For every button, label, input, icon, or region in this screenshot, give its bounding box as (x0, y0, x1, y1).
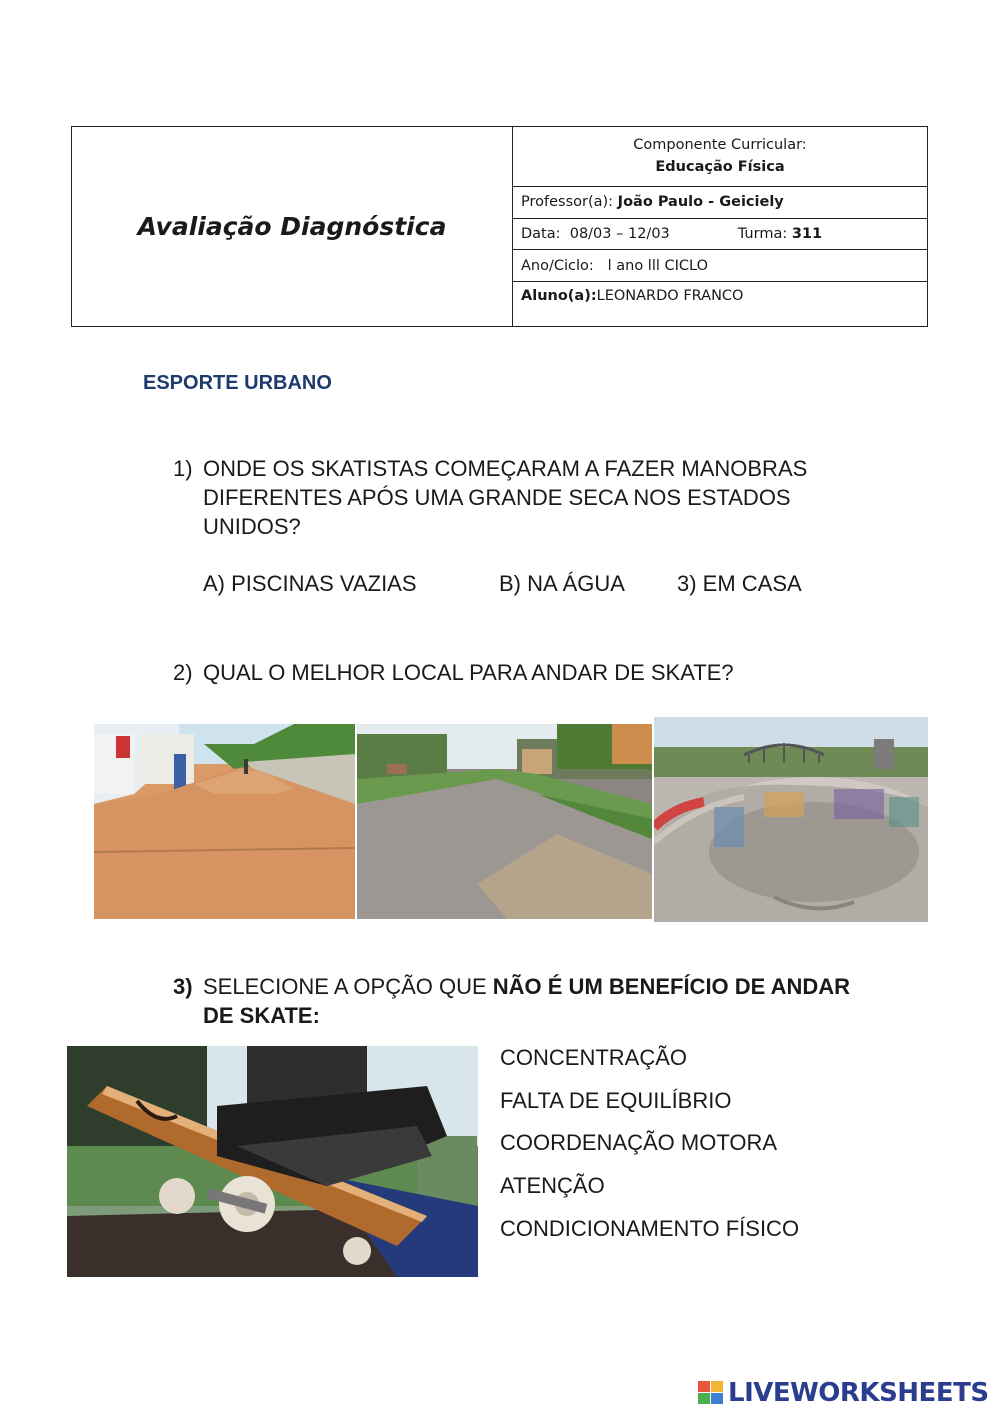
benefit-option[interactable]: FALTA DE EQUILÍBRIO (500, 1087, 732, 1113)
benefit-option[interactable]: COORDENAÇÃO MOTORA (500, 1130, 778, 1156)
gravel-road-photo[interactable] (357, 724, 652, 919)
header-info (513, 127, 927, 326)
page-title: Avaliação Diagnóstica (137, 212, 447, 241)
ano-label: Ano/Ciclo: l ano lll CICLO (521, 257, 708, 274)
aluno-label: Aluno(a): (521, 288, 597, 305)
data-label: Data: 08/03 – 12/03 (521, 225, 670, 242)
q1-option-b[interactable]: B) NA ÁGUA (499, 571, 625, 596)
benefit-option[interactable]: CONCENTRAÇÃO (500, 1045, 688, 1070)
question-text (203, 972, 873, 1030)
question-number: 2) (173, 660, 193, 685)
question-1 (173, 454, 893, 541)
question-text-prefix: SELECIONE A OPÇÃO QUE (203, 974, 493, 999)
skate-park-photo[interactable] (654, 717, 928, 922)
benefit-option[interactable]: CONDICIONAMENTO FÍSICO (500, 1215, 800, 1241)
question-text: ONDE OS SKATISTAS COMEÇARAM A FAZER MANOBRAS DIFERENTES APÓS UMA GRANDE SECA NOS ESTADOS UNIDOS? (203, 456, 808, 539)
ano-row (513, 250, 927, 282)
aluno-value: LEONARDO FRANCO (596, 288, 744, 305)
benefits-list (500, 1044, 799, 1257)
benefit-option[interactable]: ATENÇÃO (500, 1173, 605, 1199)
question-text-bold: NÃO É UM BENEFÍCIO DE ANDAR DE SKATE: (203, 974, 851, 1028)
question-number: 1) (173, 456, 193, 481)
componente-row (513, 127, 927, 187)
turma (738, 226, 822, 242)
professor-row (513, 187, 927, 219)
q1-option-c[interactable]: 3) EM CASA (677, 571, 802, 596)
header-title-cell (72, 127, 513, 326)
header-table (71, 126, 928, 327)
liveworksheets-logo (698, 1378, 989, 1408)
logo-text: LIVEWORKSHEETS (728, 1378, 989, 1408)
question-3 (173, 972, 873, 1030)
logo-icon (698, 1381, 724, 1405)
componente-value: Educação Física (655, 159, 785, 176)
professor-value: João Paulo - Geiciely (617, 194, 784, 211)
skateboard-photo (67, 1046, 478, 1277)
turma-value: 311 (791, 225, 823, 242)
question-number: 3) (173, 974, 193, 999)
question-2 (173, 658, 893, 687)
section-title: ESPORTE URBANO (143, 372, 332, 394)
aluno-row (513, 282, 927, 326)
question-text: QUAL O MELHOR LOCAL PARA ANDAR DE SKATE? (203, 660, 734, 685)
componente-label: Componente Curricular: (633, 137, 807, 154)
professor-label: Professor(a): (521, 194, 618, 211)
q1-option-a[interactable]: A) PISCINAS VAZIAS (203, 571, 417, 596)
data-row (513, 219, 927, 251)
turma-label: Turma: (737, 225, 792, 242)
dirt-road-photo[interactable] (94, 724, 355, 919)
